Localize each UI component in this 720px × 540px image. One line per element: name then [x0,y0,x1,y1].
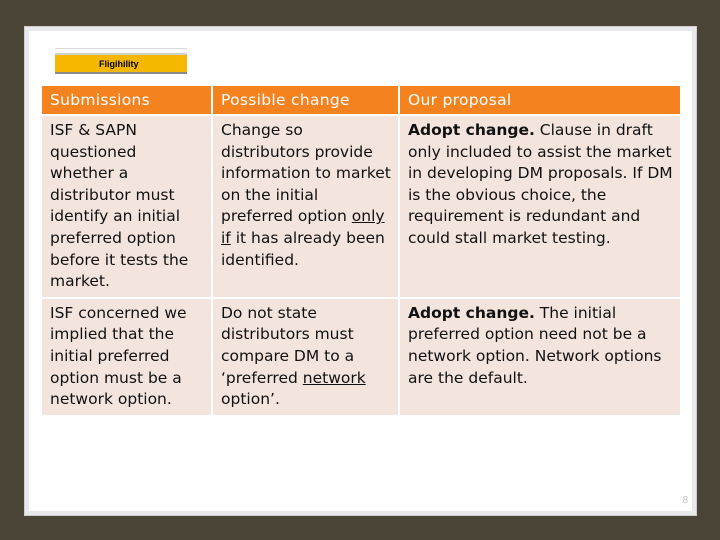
section-tab [55,53,187,74]
proposal-cell [399,298,681,416]
header-our-proposal: Our proposal [399,85,681,115]
change-underlined-text: network [302,368,366,387]
proposal-verdict: Adopt change. [408,303,535,322]
proposal-text: The initial preferred option need not be a network option. Network options are the default. [408,303,662,387]
submission-cell: ISF concerned we implied that the initial preferred option must be a network option. [41,298,212,416]
change-text: Change so distributors provide information to market on the initial preferred option [221,121,391,226]
section-rule [55,48,187,49]
submission-cell: ISF & SAPN questioned whether a distributor must identify an initial preferred option before it tests the market. [41,115,212,298]
header-submissions: Submissions [41,85,212,115]
change-text: Do not state distributors must compare DM to a ‘preferred [221,303,355,387]
change-text: it has already been identified. [221,228,385,269]
possible-change-cell [212,298,399,416]
proposal-verdict: Adopt change. [408,121,535,139]
change-text: option’. [221,390,280,409]
proposal-text: Clause in draft only included to assist the market in developing DM proposals. If DM is the obvious choice, the requirement is redundant and could stall market testing. [408,121,673,247]
proposal-cell [399,115,681,298]
proposal-table [40,84,682,417]
table-row [41,298,681,416]
page-number: 8 [682,495,688,506]
possible-change-cell [212,115,399,298]
table-header-row [41,85,681,115]
table-row [41,115,681,298]
change-underlined-text: only if [221,207,385,247]
header-possible-change: Possible change [212,85,399,115]
section-tab-label: Fligihility [99,59,139,69]
